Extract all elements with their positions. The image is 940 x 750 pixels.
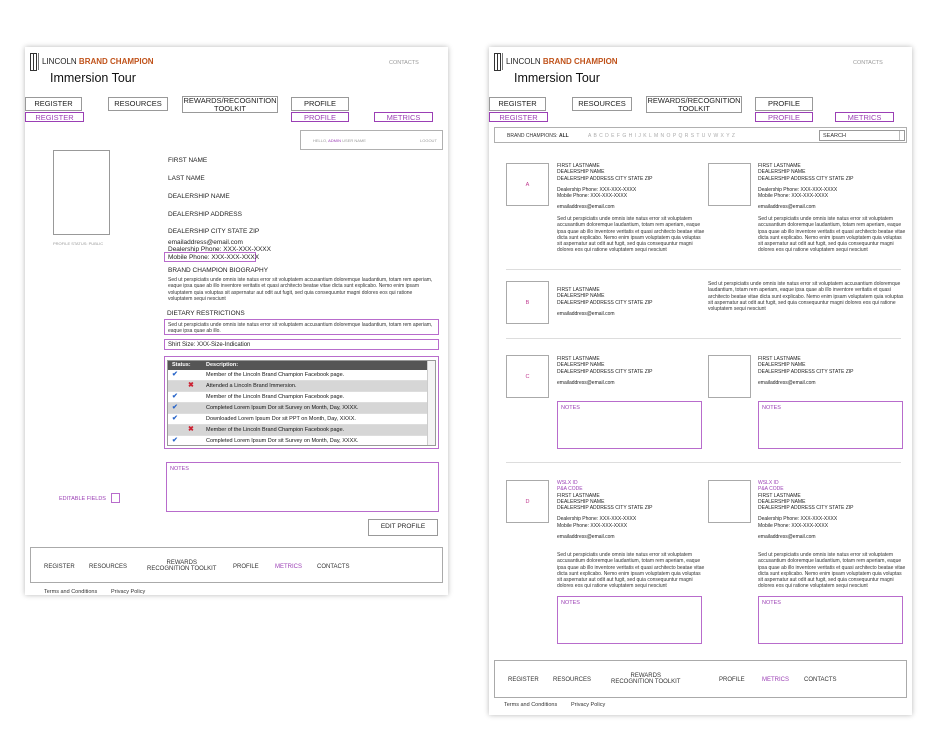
champion-dealer-phone: Dealership Phone: XXX-XXX-XXXX: [758, 186, 838, 193]
champion-dealership: DEALERSHIP NAME: [758, 498, 806, 505]
logout-link[interactable]: LOGOUT: [420, 138, 437, 143]
champion-bio: Sed ut perspiciatis unde omnis iste natus error sit voluptatem accusantium doloremque laudantium, totam rem aperiam, eaque ipsa quae ab illo inventore veritatis et quasi architecto beatae vitae dicta sunt explicabo. Nemo enim ipsam voluptatem quia voluptas sit aspernatur aut odit aut fugit, sed quia consequuntur magni dolores eos qui ratione voluptatem sequi nesciunt: [758, 552, 906, 590]
contacts-link[interactable]: CONTACTS: [853, 60, 883, 66]
dealer-phone-field: Dealership Phone: XXX-XXX-XXXX: [168, 246, 271, 253]
champion-name: FIRST LASTNAME: [758, 163, 801, 169]
dealership-address-field: DEALERSHIP ADDRESS: [168, 211, 242, 218]
section-divider: [506, 462, 901, 463]
nav-metrics-button[interactable]: METRICS: [835, 112, 894, 122]
status-description: Completed Lorem Ipsum Dor sit Survey on Month, Day, XXXX.: [206, 405, 359, 411]
champion-photo[interactable]: [708, 480, 751, 523]
profile-status: PROFILE STATUS: PUBLIC: [53, 241, 104, 246]
footer-resources-link[interactable]: RESOURCES: [553, 677, 592, 683]
check-icon: ✔: [172, 437, 178, 444]
status-description: Member of the Lincoln Brand Champion Facebook page.: [206, 372, 345, 378]
profile-photo: [53, 150, 110, 235]
champion-dealer-phone: Dealership Phone: XXX-XXX-XXXX: [557, 516, 637, 523]
last-name-field: LAST NAME: [168, 175, 205, 182]
champion-photo[interactable]: D: [506, 480, 549, 523]
status-row: [168, 381, 429, 392]
bio-title: BRAND CHAMPION BIOGRAPHY: [168, 267, 269, 274]
champion-entry: [758, 163, 854, 211]
champion-name: FIRST LASTNAME: [557, 163, 600, 169]
check-icon: ✔: [172, 404, 178, 411]
hello-text: HELLO, ADMIN USER NAME: [313, 138, 366, 143]
check-icon: ✔: [172, 393, 178, 400]
nav-resources-button[interactable]: RESOURCES: [108, 97, 168, 111]
edit-profile-button[interactable]: EDIT PROFILE: [368, 519, 438, 536]
diet-field[interactable]: Sed ut perspiciatis unde omnis iste natus error sit voluptatem accusantium doloremque laudantium, totam rem aperiam, eaque ipsa quae ab illo.: [164, 319, 439, 335]
wslx-id: WSLX ID: [557, 480, 578, 486]
champion-name: FIRST LASTNAME: [758, 356, 801, 362]
terms-link[interactable]: Terms and Conditions: [44, 589, 98, 595]
status-row: [168, 414, 429, 425]
nav-rewards-button[interactable]: REWARDS/RECOGNITION TOOLKIT: [647, 95, 741, 113]
champion-entry: [557, 287, 653, 317]
brand-logo[interactable]: LINCOLN BRAND CHAMPION: [506, 57, 618, 66]
champion-entry: [758, 356, 854, 386]
champion-address: DEALERSHIP ADDRESS CITY STATE ZIP: [557, 299, 653, 306]
champion-dealership: DEALERSHIP NAME: [557, 362, 605, 369]
status-description: Attended a Lincoln Brand Immersion.: [206, 383, 297, 389]
champion-name: FIRST LASTNAME: [557, 356, 600, 362]
lincoln-star-icon: [494, 53, 501, 71]
status-row: [168, 425, 429, 436]
brand-champions-label: BRAND CHAMPIONS: ALL: [507, 133, 569, 139]
nav-register-button[interactable]: REGISTER: [489, 97, 546, 111]
logo-divider: [38, 53, 39, 70]
editable-fields-swatch: [111, 493, 120, 503]
status-table-header: Status: Description:: [168, 361, 429, 370]
notes-field[interactable]: NOTES: [166, 462, 439, 512]
nav-rewards-button[interactable]: REWARDS/RECOGNITION TOOLKIT: [183, 95, 277, 113]
first-name-field: FIRST NAME: [168, 157, 208, 164]
status-row: [168, 392, 429, 403]
cross-icon: ✖: [188, 426, 194, 433]
pa-code: P&A CODE: [557, 486, 583, 493]
footer-profile-link[interactable]: PROFILE: [719, 677, 745, 683]
champion-address: DEALERSHIP ADDRESS CITY STATE ZIP: [557, 505, 653, 511]
champion-dealer-phone: Dealership Phone: XXX-XXX-XXXX: [758, 516, 838, 523]
privacy-link[interactable]: Privacy Policy: [571, 702, 606, 708]
notes-label: NOTES: [762, 600, 781, 606]
footer-contacts-link[interactable]: CONTACTS: [804, 677, 837, 683]
page-subtitle: Immersion Tour: [50, 71, 136, 85]
logo-divider: [502, 53, 503, 70]
champion-name: FIRST LASTNAME: [557, 287, 600, 293]
champion-mobile-phone: Mobile Phone: XXX-XXX-XXXX: [758, 522, 829, 529]
nav-profile-editable[interactable]: PROFILE: [291, 112, 349, 122]
status-description: Completed Lorem Ipsum Dor sit Survey on Month, Day, XXXX.: [206, 438, 359, 444]
notes-field[interactable]: [758, 596, 903, 644]
mobile-phone-field[interactable]: Mobile Phone: XXX-XXX-XXXX: [164, 252, 256, 262]
champion-address: DEALERSHIP ADDRESS CITY STATE ZIP: [557, 175, 653, 182]
footer-contacts-link[interactable]: CONTACTS: [317, 564, 350, 570]
letter-links[interactable]: A B C D E F G H I J K L M N O P Q R S T U V W X Y Z: [588, 133, 736, 139]
footer-metrics-link[interactable]: METRICS: [275, 564, 302, 570]
footer-rewards-link[interactable]: REWARDS RECOGNITION TOOLKIT: [611, 673, 681, 686]
champion-email[interactable]: emailaddress@email.com: [557, 379, 615, 386]
nav-register-editable[interactable]: REGISTER: [25, 112, 84, 122]
bio-text: Sed ut perspiciatis unde omnis iste natus error sit voluptatem accusantium doloremque laudantium, totam rem aperiam, eaque ipsa quae ab illo inventore veritatis et quasi architecto beatae vitae dicta sunt explicabo. Nemo enim ipsam voluptatem quia voluptas sit aspernatur aut odit aut fugit, sed quia consequuntur magni dolores eos qui ratione voluptatem sequi nesciunt: [168, 277, 433, 302]
status-table: [167, 360, 436, 446]
champion-mobile-phone: Mobile Phone: XXX-XXX-XXXX: [758, 193, 829, 199]
champion-address: DEALERSHIP ADDRESS CITY STATE ZIP: [758, 368, 854, 375]
champion-dealership: DEALERSHIP NAME: [557, 293, 605, 300]
champion-email[interactable]: emailaddress@email.com: [557, 310, 615, 317]
status-description: Member of the Lincoln Brand Champion Facebook page.: [206, 394, 345, 400]
champion-bio: Sed ut perspiciatis unde omnis iste natus error sit voluptatem accusantium doloremque laudantium, totam rem aperiam, eaque ipsa quae ab illo inventore veritatis et quasi architecto beatae vitae dicta sunt explicabo. Nemo enim ipsam voluptatem quia voluptas sit aspernatur aut odit aut fugit, sed quia consequuntur magni dolores eos qui ratione voluptatem sequi nesciunt: [758, 216, 906, 254]
lincoln-star-icon: [30, 53, 37, 71]
champion-bio: Sed ut perspiciatis unde omnis iste natus error sit voluptatem accusantium doloremque laudantium, totam rem aperiam, eaque ipsa quae ab illo inventore veritatis et quasi architecto beatae vitae dicta sunt explicabo. Nemo enim ipsam voluptatem quia voluptas sit aspernatur aut odit aut fugit, sed quia consequuntur magni dolores eos qui ratione voluptatem sequi nesciunt: [557, 216, 705, 254]
champion-photo[interactable]: C: [506, 355, 549, 398]
champion-bio: Sed ut perspiciatis unde omnis iste natus error sit voluptatem accusantium doloremque laudantium, totam rem aperiam, eaque ipsa quae ab illo inventore veritatis et quasi architecto beatae vitae dicta sunt explicabo. Nemo enim ipsam voluptatem quia voluptas sit aspernatur aut odit aut fugit, sed quia consequuntur magni dolores eos qui ratione voluptatem sequi nesciunt: [557, 552, 705, 590]
section-divider: [506, 269, 901, 270]
status-description: Downloaded Lorem Ipsum Dor sit PPT on Month, Day, XXXX.: [206, 416, 356, 422]
champion-address: DEALERSHIP ADDRESS CITY STATE ZIP: [758, 505, 854, 511]
champion-bio: Sed ut perspiciatis unde omnis iste natus error sit voluptatem accusantium doloremque laudantium, totam rem aperiam, eaque ipsa quae ab illo inventore veritatis et quasi architecto beatae vitae dicta sunt explicabo. Nemo enim ipsam voluptatem quia voluptas sit aspernatur aut odit aut fugit, sed quia consequuntur magni dolores eos qui ratione voluptatem sequi nesciunt: [708, 281, 904, 312]
nav-profile-button[interactable]: PROFILE: [291, 97, 349, 111]
status-table-scrollbar[interactable]: [427, 361, 435, 445]
footer-register-link[interactable]: REGISTER: [44, 564, 75, 570]
champion-photo[interactable]: B: [506, 281, 549, 324]
nav-profile-editable[interactable]: PROFILE: [755, 112, 813, 122]
privacy-link[interactable]: Privacy Policy: [111, 589, 146, 595]
contacts-link[interactable]: CONTACTS: [389, 60, 419, 66]
dealership-city-field: DEALERSHIP CITY STATE ZIP: [168, 228, 260, 235]
notes-field[interactable]: [557, 596, 702, 644]
champion-entry: [758, 480, 854, 540]
champion-entry: [557, 480, 653, 540]
footer-register-link[interactable]: REGISTER: [508, 677, 539, 683]
cross-icon: ✖: [188, 382, 194, 389]
status-description: Member of the Lincoln Brand Champion Facebook page.: [206, 427, 345, 433]
dealership-name-field: DEALERSHIP NAME: [168, 193, 230, 200]
nav-profile-button[interactable]: PROFILE: [755, 97, 813, 111]
notes-field[interactable]: [557, 401, 702, 449]
check-icon: ✔: [172, 371, 178, 378]
champion-email[interactable]: emailaddress@email.com: [557, 204, 615, 211]
champion-photo[interactable]: [708, 163, 751, 206]
status-row: [168, 436, 429, 446]
footer-nav: [494, 660, 907, 698]
filter-all-link[interactable]: ALL: [558, 133, 569, 139]
champion-mobile-phone: Mobile Phone: XXX-XXX-XXXX: [557, 193, 628, 199]
diet-title: DIETARY RESTRICTIONS: [167, 310, 245, 317]
champion-email[interactable]: emailaddress@email.com: [758, 379, 816, 386]
nav-register-editable[interactable]: REGISTER: [489, 112, 548, 122]
notes-label: NOTES: [762, 405, 781, 411]
champion-email[interactable]: emailaddress@email.com: [758, 204, 816, 211]
check-icon: ✔: [172, 415, 178, 422]
section-divider: [506, 338, 901, 339]
profile-page: [25, 47, 448, 595]
status-row: [168, 370, 429, 381]
champion-dealer-phone: Dealership Phone: XXX-XXX-XXXX: [557, 186, 637, 193]
page-subtitle: Immersion Tour: [514, 71, 600, 85]
footer-metrics-link[interactable]: METRICS: [762, 677, 789, 683]
directory-page: [489, 47, 912, 715]
champion-name: FIRST LASTNAME: [557, 492, 600, 499]
champion-address: DEALERSHIP ADDRESS CITY STATE ZIP: [557, 368, 653, 375]
footer-profile-link[interactable]: PROFILE: [233, 564, 259, 570]
champion-dealership: DEALERSHIP NAME: [758, 362, 806, 369]
wslx-id: WSLX ID: [758, 480, 779, 486]
nav-resources-button[interactable]: RESOURCES: [572, 97, 632, 111]
footer-resources-link[interactable]: RESOURCES: [89, 564, 128, 570]
nav-metrics-button[interactable]: METRICS: [374, 112, 433, 122]
terms-link[interactable]: Terms and Conditions: [504, 702, 558, 708]
nav-register-button[interactable]: REGISTER: [25, 97, 82, 111]
notes-label: NOTES: [561, 600, 580, 606]
notes-label: NOTES: [561, 405, 580, 411]
champion-address: DEALERSHIP ADDRESS CITY STATE ZIP: [758, 175, 854, 182]
search-button[interactable]: [899, 131, 900, 140]
champion-mobile-phone: Mobile Phone: XXX-XXX-XXXX: [557, 522, 628, 529]
pa-code: P&A CODE: [758, 486, 784, 493]
shirt-size-field[interactable]: Shirt Size: XXX-Size-Indication: [164, 339, 439, 350]
search-input[interactable]: SEARCH: [819, 130, 905, 141]
alphabet-filter-bar: [494, 127, 907, 143]
status-row: [168, 403, 429, 414]
brand-logo[interactable]: LINCOLN BRAND CHAMPION: [42, 57, 154, 66]
footer-rewards-link[interactable]: REWARDS RECOGNITION TOOLKIT: [147, 560, 217, 573]
champion-dealership: DEALERSHIP NAME: [557, 498, 605, 505]
champion-photo[interactable]: A: [506, 163, 549, 206]
champion-entry: [557, 356, 653, 386]
champion-dealership: DEALERSHIP NAME: [557, 169, 605, 176]
champion-name: FIRST LASTNAME: [758, 492, 801, 499]
champion-dealership: DEALERSHIP NAME: [758, 169, 806, 176]
footer-nav: [30, 547, 443, 583]
email-field: emailaddress@email.com: [168, 239, 243, 246]
champion-email[interactable]: emailaddress@email.com: [758, 533, 816, 540]
user-bar: [300, 130, 443, 150]
champion-entry: [557, 163, 653, 211]
champion-email[interactable]: emailaddress@email.com: [557, 533, 615, 540]
notes-field[interactable]: [758, 401, 903, 449]
editable-fields-legend: EDITABLE FIELDS: [59, 496, 106, 502]
champion-photo[interactable]: [708, 355, 751, 398]
